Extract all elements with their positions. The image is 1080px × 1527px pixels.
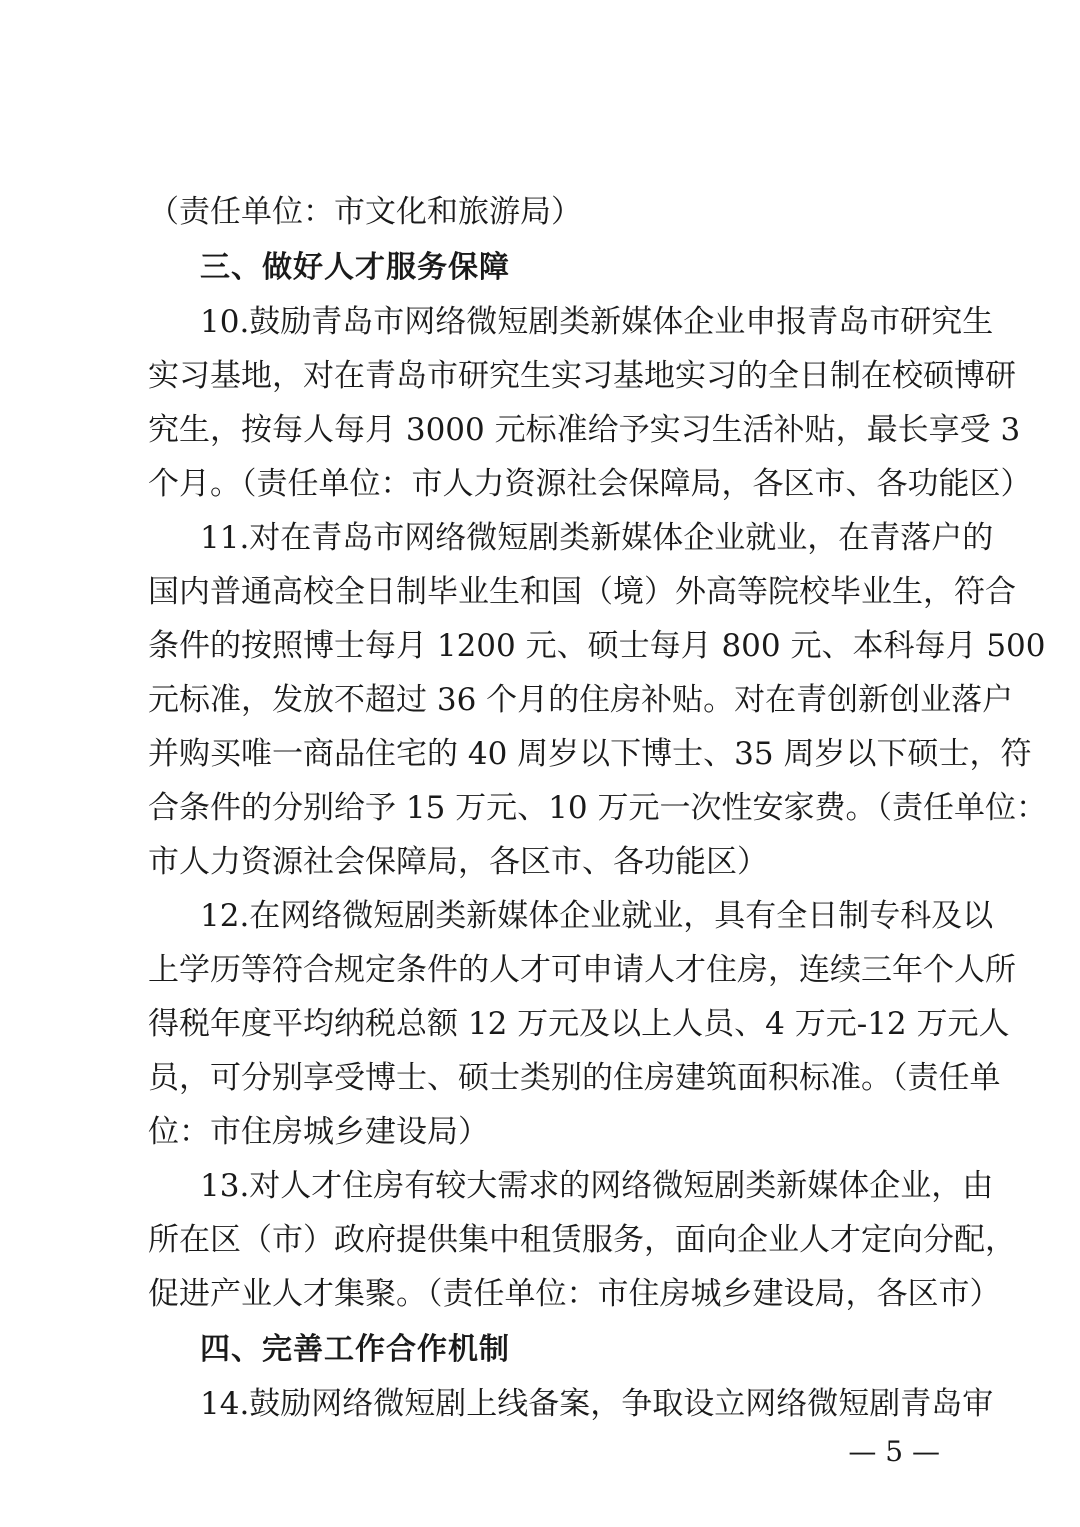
text-line: 合条件的分别给予 15 万元、10 万元一次性安家费。（责任单位： [148, 790, 1047, 826]
section-heading: 四、完善工作合作机制 [200, 1332, 510, 1367]
text-line: 员，可分别享受博士、硕士类别的住房建筑面积标准。（责任单 [148, 1060, 1001, 1096]
text-line: 并购买唯一商品住宅的 40 周岁以下博士、35 周岁以下硕士，符 [148, 736, 1032, 772]
text-line: 14.鼓励网络微短剧上线备案，争取设立网络微短剧青岛审 [200, 1386, 994, 1422]
text-line: （责任单位：市文化和旅游局） [148, 194, 582, 230]
text-line: 个月。（责任单位：市人力资源社会保障局，各区市、各功能区） [148, 466, 1032, 502]
text-line: 元标准，发放不超过 36 个月的住房补贴。对在青创新创业落户 [148, 682, 1014, 718]
text-line: 12.在网络微短剧类新媒体企业就业，具有全日制专科及以 [200, 898, 994, 934]
text-line: 促进产业人才集聚。（责任单位：市住房城乡建设局，各区市） [148, 1276, 1001, 1312]
text-line: 位：市住房城乡建设局） [148, 1114, 489, 1150]
text-line: 条件的按照博士每月 1200 元、硕士每月 800 元、本科每月 500 [148, 628, 1046, 664]
text-line: 上学历等符合规定条件的人才可申请人才住房，连续三年个人所 [148, 952, 1016, 988]
text-line: 市人力资源社会保障局，各区市、各功能区） [148, 844, 768, 880]
page-number: — 5 — [848, 1435, 940, 1468]
text-line: 国内普通高校全日制毕业生和国（境）外高等院校毕业生，符合 [148, 574, 1016, 610]
text-line: 10.鼓励青岛市网络微短剧类新媒体企业申报青岛市研究生 [200, 304, 994, 340]
text-line: 实习基地，对在青岛市研究生实习基地实习的全日制在校硕博研 [148, 358, 1016, 394]
text-line: 究生，按每人每月 3000 元标准给予实习生活补贴，最长享受 3 [148, 412, 1021, 448]
text-line: 13.对人才住房有较大需求的网络微短剧类新媒体企业，由 [200, 1168, 994, 1204]
text-line: 11.对在青岛市网络微短剧类新媒体企业就业，在青落户的 [200, 520, 994, 556]
section-heading: 三、做好人才服务保障 [200, 250, 510, 285]
text-line: 所在区（市）政府提供集中租赁服务，面向企业人才定向分配， [148, 1222, 1016, 1258]
text-line: 得税年度平均纳税总额 12 万元及以上人员、4 万元-12 万元人 [148, 1006, 1010, 1042]
